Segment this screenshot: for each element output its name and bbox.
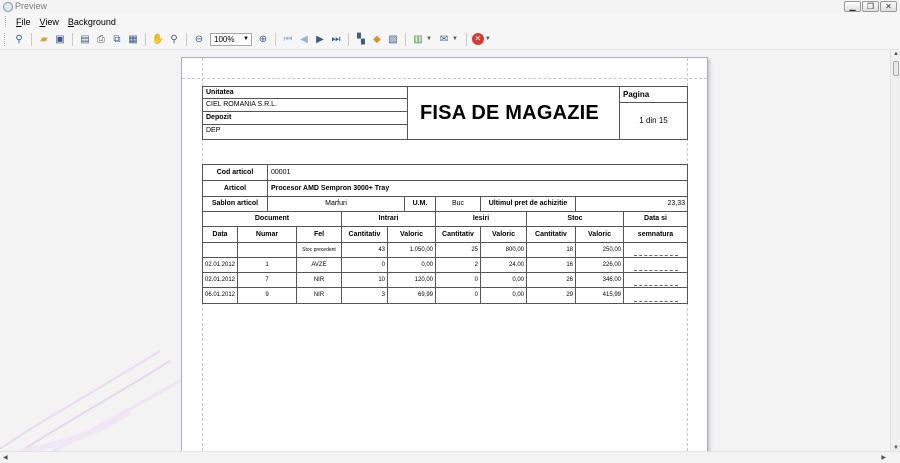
table-cell-iesiri-valoric: 0,00 — [480, 287, 527, 304]
toolbar — [0, 29, 900, 50]
table-cell-numar — [237, 242, 297, 258]
export-icon[interactable]: ▦ — [128, 33, 138, 45]
print-preview-icon[interactable]: ⧉ — [113, 33, 121, 45]
toolbar-separator — [31, 33, 32, 46]
table-cell-iesiri-cantitativ: 25 — [435, 242, 481, 258]
vertical-scrollbar[interactable] — [890, 51, 900, 451]
close-button[interactable]: ✕ — [880, 1, 897, 12]
toolbar-grip — [4, 33, 6, 46]
sablon-label: Sablon articol — [202, 196, 268, 212]
window-controls — [844, 1, 897, 12]
scroll-right-icon[interactable]: ▶ — [881, 455, 886, 461]
ultimul-pret-value: 23,33 — [575, 196, 688, 212]
table-cell-intrari-valoric: 120,00 — [387, 272, 436, 288]
table-cell-stoc-cantitativ: 16 — [526, 257, 576, 273]
unitatea-label: Unitatea — [202, 86, 408, 99]
toolbar-separator — [186, 33, 187, 46]
um-value: Buc — [435, 196, 481, 212]
document-group-header: Document — [202, 211, 342, 227]
table-cell-iesiri-valoric: 0,00 — [480, 272, 527, 288]
toolbar-separator — [145, 33, 146, 46]
table-cell-data: 02.01.2012 — [202, 272, 238, 288]
column-header: Fel — [296, 226, 342, 243]
preview-viewport[interactable] — [0, 51, 890, 451]
depozit-value: DEP — [202, 124, 408, 140]
table-cell-stoc-cantitativ: 18 — [526, 242, 576, 258]
table-cell-intrari-cantitativ: 0 — [341, 257, 388, 273]
menu-grip — [5, 16, 7, 27]
table-cell-iesiri-valoric: 24,00 — [480, 257, 527, 273]
pagina-value: 1 din 15 — [619, 102, 688, 140]
zoom-out-icon[interactable]: ⊖ — [194, 33, 204, 45]
table-cell-intrari-cantitativ: 3 — [341, 287, 388, 304]
table-cell-data: 02.01.2012 — [202, 257, 238, 273]
scroll-up-icon[interactable]: ▲ — [893, 51, 899, 57]
last-page-icon[interactable]: ⏭ — [331, 33, 341, 45]
table-cell-intrari-valoric: 1.050,00 — [387, 242, 436, 258]
table-cell-fel: NIR — [296, 272, 342, 288]
background-swirl — [0, 321, 190, 451]
um-label: U.M. — [404, 196, 436, 212]
depozit-label: Depozit — [202, 111, 408, 125]
watermark-icon[interactable]: ▧ — [388, 33, 398, 45]
chevron-down-icon[interactable]: ▼ — [451, 36, 458, 42]
table-cell-fel: Stoc precedent — [296, 242, 342, 258]
column-header: Cantitativ — [435, 226, 481, 243]
table-cell-stoc-valoric: 250,00 — [575, 242, 624, 258]
unitatea-value: CIEL ROMANIA S.R.L. — [202, 98, 408, 112]
iesiri-group-header: Iesiri — [435, 211, 527, 227]
next-page-icon[interactable]: ▶ — [316, 33, 324, 45]
column-header: semnatura — [623, 226, 688, 243]
zoom-value: 100% — [214, 34, 235, 44]
table-cell-iesiri-valoric: 800,00 — [480, 242, 527, 258]
column-header: Numar — [237, 226, 297, 243]
table-cell-data — [202, 242, 238, 258]
hand-icon[interactable]: ✋ — [151, 33, 165, 45]
toolbar-separator — [348, 33, 349, 46]
signature-line — [634, 301, 678, 302]
articol-value: Procesor AMD Sempron 3000+ Tray — [267, 180, 688, 197]
open-folder-icon[interactable]: ▰ — [40, 33, 48, 45]
toolbar-separator — [405, 33, 406, 46]
scroll-down-icon[interactable]: ▼ — [893, 445, 899, 451]
cod-articol-label: Cod articol — [202, 164, 268, 181]
close-preview-icon[interactable]: ✕ — [472, 33, 484, 45]
multiple-pages-icon[interactable]: ▚ — [357, 33, 365, 45]
magnifier-icon[interactable]: ⚲ — [170, 33, 178, 45]
binoculars-icon[interactable]: ⚲ — [15, 33, 23, 45]
table-cell-numar: 1 — [237, 257, 297, 273]
table-cell-stoc-valoric: 346,00 — [575, 272, 624, 288]
signature-line — [634, 270, 678, 271]
table-cell-fel: NIR — [296, 287, 342, 304]
horizontal-scrollbar[interactable] — [0, 451, 900, 463]
ultimul-pret-label: Ultimul pret de achizitie — [480, 196, 576, 212]
title-bar — [0, 0, 900, 14]
table-cell-iesiri-cantitativ: 0 — [435, 287, 481, 304]
report-page — [181, 57, 708, 451]
margin-guide — [182, 78, 707, 79]
menu-view[interactable]: View — [39, 16, 59, 27]
stoc-group-header: Stoc — [526, 211, 624, 227]
menu-background[interactable]: Background — [67, 16, 116, 27]
scroll-thumb[interactable] — [893, 61, 899, 76]
zoom-in-icon[interactable]: ⊕ — [258, 33, 268, 45]
zoom-select[interactable] — [210, 33, 252, 46]
table-cell-iesiri-cantitativ: 2 — [435, 257, 481, 273]
report-title: FISA DE MAGAZIE — [420, 102, 599, 124]
chevron-down-icon[interactable]: ▼ — [426, 36, 432, 42]
articol-label: Articol — [202, 180, 268, 197]
signature-line — [634, 285, 678, 286]
menu-file[interactable]: File — [16, 16, 31, 27]
menu-bar — [0, 14, 900, 29]
signature-line — [634, 255, 678, 256]
previous-page-icon[interactable]: ◀ — [300, 33, 308, 45]
table-cell-iesiri-cantitativ: 0 — [435, 272, 481, 288]
send-email-icon[interactable]: ✉ — [439, 33, 449, 45]
table-cell-intrari-valoric: 0,00 — [387, 257, 436, 273]
data-si-header: Data si — [623, 211, 688, 227]
chevron-down-icon[interactable]: ▼ — [484, 36, 491, 42]
toolbar-separator — [275, 33, 276, 46]
minimize-button[interactable]: ▁ — [844, 1, 861, 12]
table-cell-numar: 7 — [237, 272, 297, 288]
scroll-left-icon[interactable]: ◀ — [3, 455, 8, 461]
window-title: Preview — [15, 1, 48, 11]
color-icon[interactable]: ◆ — [373, 33, 381, 45]
table-cell-intrari-valoric: 69,99 — [387, 287, 436, 304]
first-page-icon[interactable]: ⏮ — [283, 33, 293, 45]
table-cell-stoc-valoric: 415,99 — [575, 287, 624, 304]
table-cell-stoc-valoric: 226,00 — [575, 257, 624, 273]
table-cell-intrari-cantitativ: 10 — [341, 272, 388, 288]
table-cell-numar: 9 — [237, 287, 297, 304]
table-cell-fel: AVZE — [296, 257, 342, 273]
app-icon — [3, 2, 13, 12]
toolbar-separator — [72, 33, 73, 46]
toolbar-separator — [466, 33, 467, 46]
column-header: Cantitativ — [526, 226, 576, 243]
export-document-icon[interactable]: ▥ — [413, 33, 423, 45]
column-header: Valoric — [575, 226, 624, 243]
table-cell-data: 06.01.2012 — [202, 287, 238, 304]
table-cell-intrari-cantitativ: 43 — [341, 242, 388, 258]
restore-button[interactable]: ❐ — [862, 1, 879, 12]
sablon-value: Marfuri — [267, 196, 405, 212]
column-header: Data — [202, 226, 238, 243]
chevron-down-icon: ▼ — [243, 36, 249, 42]
pagina-label: Pagina — [619, 86, 688, 103]
page-setup-icon[interactable]: ▤ — [80, 33, 90, 45]
table-cell-stoc-cantitativ: 29 — [526, 287, 576, 304]
save-icon[interactable]: ▣ — [55, 33, 65, 45]
column-header: Valoric — [387, 226, 436, 243]
cod-articol-value: 00001 — [267, 164, 688, 181]
column-header: Valoric — [480, 226, 527, 243]
column-header: Cantitativ — [341, 226, 388, 243]
table-cell-stoc-cantitativ: 26 — [526, 272, 576, 288]
intrari-group-header: Intrari — [341, 211, 436, 227]
print-icon[interactable]: ⎙ — [97, 33, 105, 45]
